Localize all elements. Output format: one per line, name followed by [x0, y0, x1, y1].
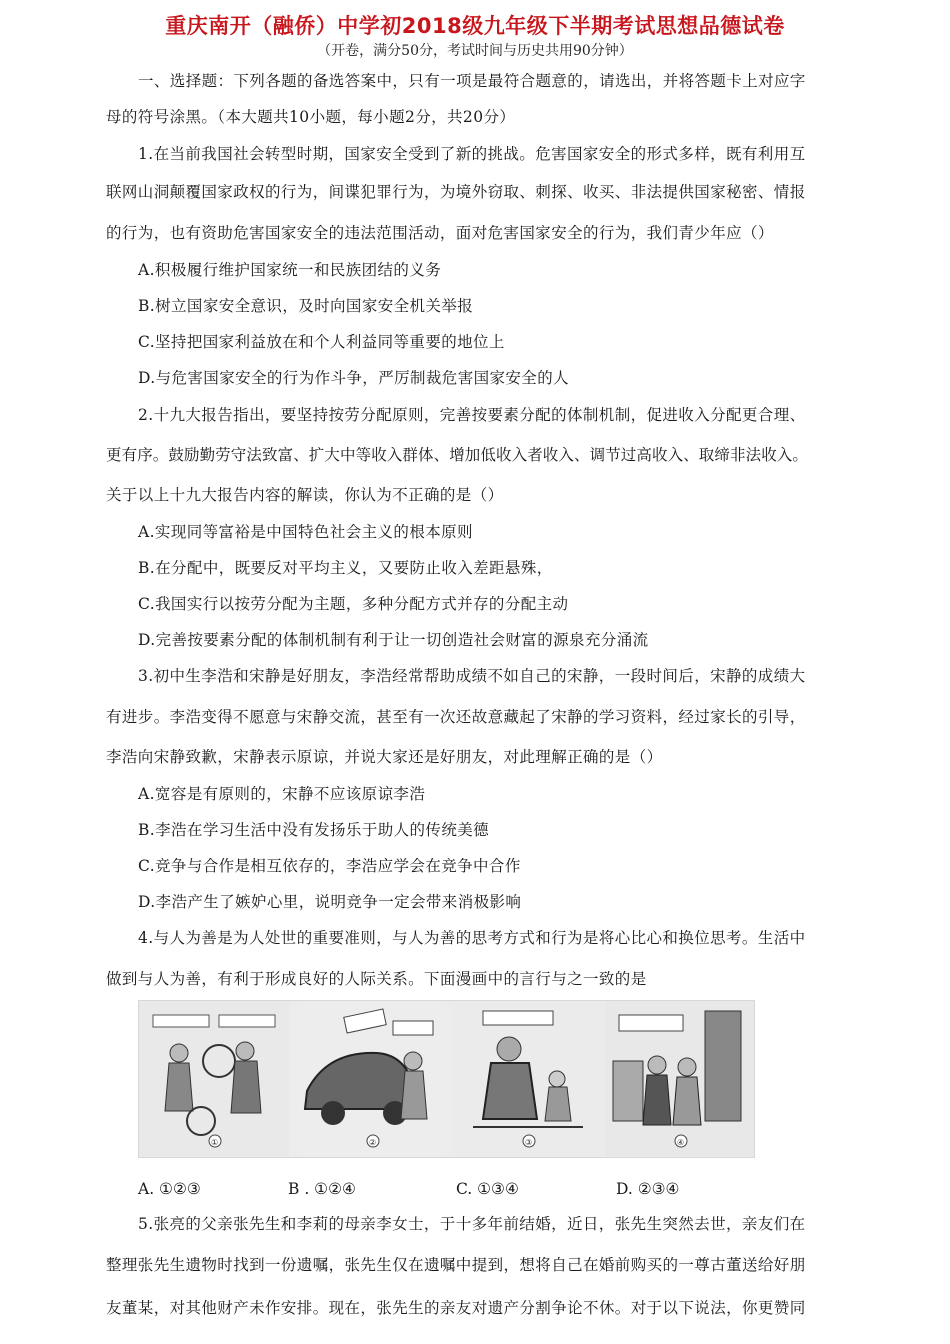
q1-option-a: A.积极履行维护国家统一和民族团结的义务: [138, 261, 442, 279]
cartoon-panel-4: [605, 1001, 754, 1157]
q5-stem-line1: 5.张亮的父亲张先生和李莉的母亲李女士，于十多年前结婚，近日，张先生突然去世，亲友们在: [138, 1215, 806, 1233]
cartoon-panel-3: [453, 1001, 603, 1157]
q4-choice-b: B . ①②④: [288, 1180, 356, 1198]
q4-stem-line1: 4.与人为善是为人处世的重要准则，与人为善的思考方式和行为是将心比心和换位思考。生活中: [138, 929, 806, 947]
q1-stem-line2: 联网山洞颠覆国家政权的行为，间谍犯罪行为，为境外窃取、刺探、收买、非法提供国家秘密、情报: [106, 183, 806, 201]
cartoon-strip: [138, 1000, 755, 1158]
svg-text:②: ②: [369, 1138, 377, 1147]
q1-option-d: D.与危害国家安全的行为作斗争，严厉制裁危害国家安全的人: [138, 369, 570, 387]
q3-option-c: C.竞争与合作是相互依存的，李浩应学会在竞争中合作: [138, 857, 521, 875]
q3-option-d: D.李浩产生了嫉妒心里，说明竞争一定会带来消极影响: [138, 893, 522, 911]
section-instruction-line1: 一、选择题：下列各题的备选答案中，只有一项是最符合题意的，请选出，并将答题卡上对应字: [138, 72, 806, 90]
q2-stem-line3: 关于以上十九大报告内容的解读，你认为不正确的是（）: [106, 486, 504, 504]
q4-stem-line2: 做到与人为善，有利于形成良好的人际关系。下面漫画中的言行与之一致的是: [106, 970, 647, 988]
q1-option-b: B.树立国家安全意识，及时向国家安全机关举报: [138, 297, 474, 315]
section-instruction-line2: 母的符号涂黑。（本大题共10小题，每小题2分，共20分）: [106, 108, 516, 126]
q3-stem-line2: 有进步。李浩变得不愿意与宋静交流，甚至有一次还故意藏起了宋静的学习资料，经过家长的引导，: [106, 708, 806, 726]
q1-option-c: C.坚持把国家利益放在和个人利益同等重要的地位上: [138, 333, 505, 351]
q3-option-b: B.李浩在学习生活中没有发扬乐于助人的传统美德: [138, 821, 490, 839]
q4-choice-c: C. ①③④: [456, 1180, 519, 1198]
q5-stem-line2: 整理张先生遗物时找到一份遗嘱，张先生仅在遗嘱中提到，想将自己在婚前购买的一尊古董送给好朋: [106, 1256, 806, 1274]
q3-option-a: A.宽容是有原则的，宋静不应该原谅李浩: [138, 785, 426, 803]
q2-stem-line1: 2.十九大报告指出，要坚持按劳分配原则，完善按要素分配的体制机制，促进收入分配更合理、: [138, 406, 806, 424]
q5-stem-line3: 友董某，对其他财产未作安排。现在，张先生的亲友对遗产分割争论不休。对于以下说法，你更赞同: [106, 1299, 806, 1317]
q4-choice-a: A. ①②③: [138, 1180, 201, 1198]
q3-stem-line1: 3.初中生李浩和宋静是好朋友，李浩经常帮助成绩不如自己的宋静，一段时间后，宋静的成绩大: [138, 667, 806, 685]
q3-stem-line3: 李浩向宋静致歉，宋静表示原谅，并说大家还是好朋友，对此理解正确的是（）: [106, 748, 663, 766]
exam-title: 重庆南开（融侨）中学初2018级九年级下半期考试思想品德试卷: [165, 14, 785, 38]
svg-text:③: ③: [525, 1138, 533, 1147]
q2-stem-line2: 更有序。鼓励勤劳守法致富、扩大中等收入群体、增加低收入者收入、调节过高收入、取缔非法收入。: [106, 446, 809, 464]
q4-choice-d: D. ②③④: [616, 1180, 680, 1198]
cartoon-panel-1: [139, 1001, 289, 1157]
q2-option-d: D.完善按要素分配的体制机制有利于让一切创造社会财富的源泉充分涌流: [138, 631, 649, 649]
q1-stem-line3: 的行为，也有资助危害国家安全的违法范围活动，面对危害国家安全的行为，我们青少年应（）: [106, 224, 774, 242]
svg-text:④: ④: [677, 1138, 685, 1147]
q2-option-a: A.实现同等富裕是中国特色社会主义的根本原则: [138, 523, 473, 541]
q2-option-b: B.在分配中，既要反对平均主义，又要防止收入差距悬殊，: [138, 559, 553, 577]
exam-subtitle: （开卷，满分50分，考试时间与历史共用90分钟）: [317, 43, 633, 59]
cartoon-panel-2: [297, 1001, 447, 1157]
q2-option-c: C.我国实行以按劳分配为主题，多种分配方式并存的分配主动: [138, 595, 569, 613]
q1-stem-line1: 1.在当前我国社会转型时期，国家安全受到了新的挑战。危害国家安全的形式多样，既有利用互: [138, 145, 806, 163]
svg-text:①: ①: [211, 1138, 219, 1147]
